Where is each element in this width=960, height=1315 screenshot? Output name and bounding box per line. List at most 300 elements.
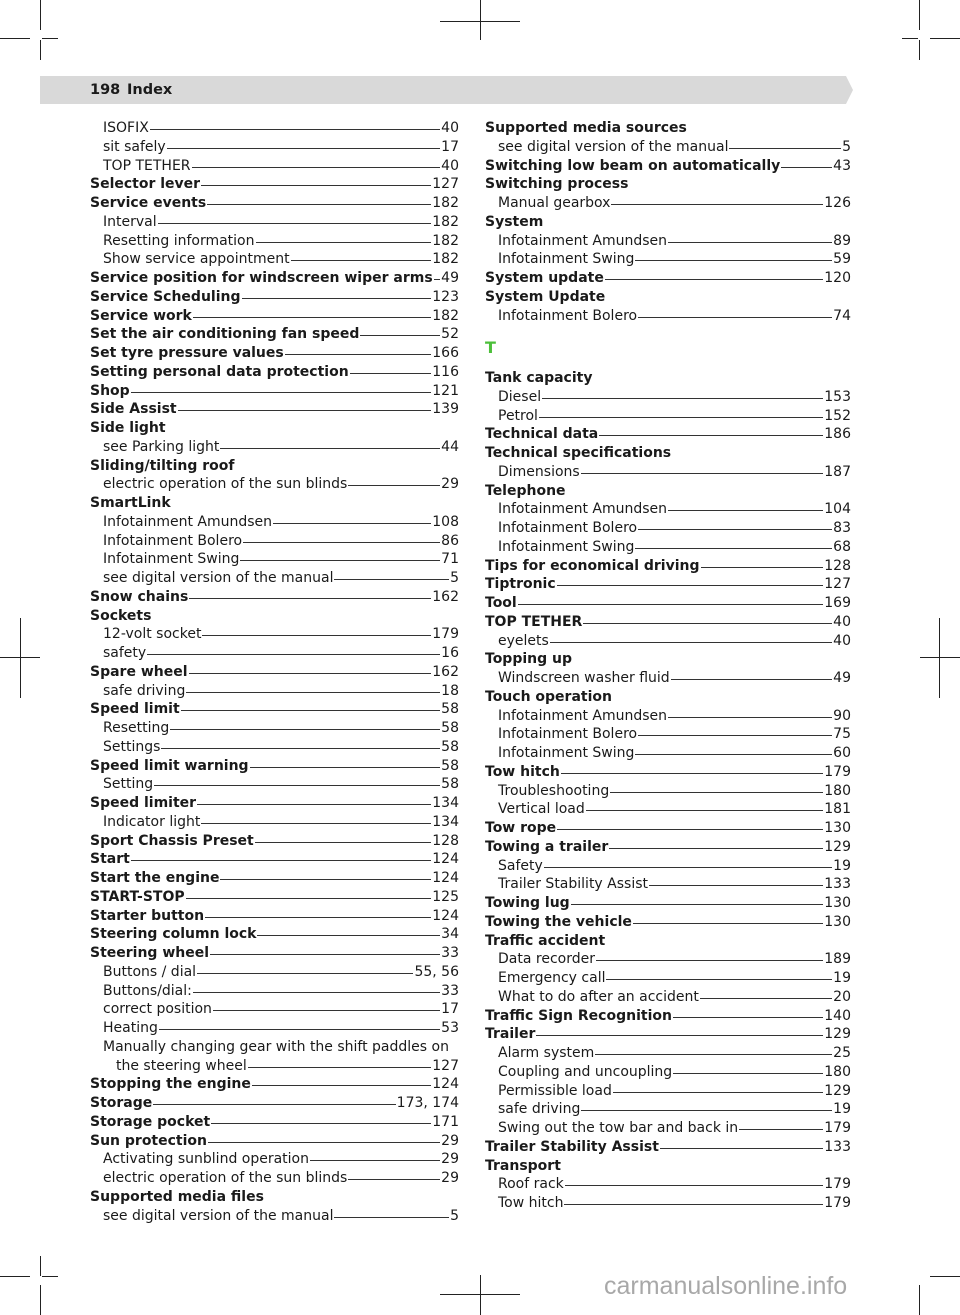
index-subentry[interactable] [90,475,459,494]
entry-page-ref[interactable]: 124 [432,851,459,868]
index-subentry[interactable] [485,388,851,407]
dot-leader [181,710,441,711]
entry-page-ref[interactable]: 134 [432,813,459,830]
entry-page-ref[interactable]: 75 [833,726,851,743]
entry-term: Petrol [498,407,538,424]
index-entry[interactable] [90,888,459,907]
entry-page-ref[interactable]: 152 [824,407,851,424]
entry-page-ref[interactable]: 71 [441,551,459,568]
entry-page-ref[interactable]: 29 [441,1132,459,1149]
dot-leader [201,185,431,186]
index-subentry[interactable] [90,682,459,701]
index-entry[interactable] [90,325,459,344]
index-subentry[interactable] [90,1207,459,1226]
entry-page-ref[interactable]: 139 [432,401,459,418]
index-entry[interactable] [90,1094,459,1113]
index-entry[interactable] [485,894,851,913]
index-subentry[interactable] [90,963,459,982]
index-subentry[interactable] [90,569,459,588]
entry-page-ref[interactable]: 182 [432,232,459,249]
entry-page-ref[interactable]: 125 [432,888,459,905]
entry-page-ref[interactable]: 120 [824,270,851,286]
entry-term: Spare wheel [90,663,188,680]
entry-page-ref[interactable]: 182 [432,195,459,211]
page-number: 198 [90,82,121,98]
index-subentry[interactable] [90,625,459,644]
index-entry[interactable] [90,757,459,776]
index-entry[interactable] [90,832,459,851]
dot-leader [673,1017,823,1018]
entry-page-ref[interactable]: 179 [824,1120,851,1136]
entry-page-ref[interactable]: 89 [833,232,851,249]
dot-leader [205,917,431,918]
index-entry[interactable] [90,344,459,363]
entry-term: Towing lug [485,895,570,911]
index-subentry[interactable] [90,550,459,569]
dot-leader [673,1073,823,1074]
dot-leader [220,448,440,449]
entry-page-ref[interactable]: 130 [824,913,851,930]
entry-term: Swing out the tow bar and back in [498,1120,739,1136]
index-entry[interactable] [485,1025,851,1044]
entry-page-ref[interactable]: 40 [441,157,459,174]
entry-term: What to do after an accident [498,988,699,1005]
entry-page-ref[interactable]: 169 [824,595,851,611]
dot-leader [581,1110,832,1111]
index-subentry[interactable] [485,307,851,326]
entry-page-ref[interactable]: 25 [833,1045,851,1061]
dot-leader [242,298,432,299]
entry-term: Service position for windscreen wiper arms [90,270,433,286]
index-entry[interactable] [90,869,459,888]
index-subentry[interactable] [90,250,459,269]
index-entry[interactable] [485,157,851,176]
dot-leader [660,1148,823,1149]
entry-term: Starter button [90,907,205,924]
entry-page-ref[interactable]: 126 [824,195,851,211]
entry-term: START-STOP [90,888,185,905]
entry-term: Selector lever [90,176,201,193]
index-subentry[interactable] [90,138,459,157]
dot-leader [596,960,823,961]
entry-page-ref[interactable]: 58 [441,738,459,755]
entry-term: System Update [485,288,606,305]
entry-term: Data recorder [498,951,595,968]
entry-term: Transport [485,1157,561,1174]
index-subentry[interactable] [485,875,851,894]
entry-page-ref[interactable]: 124 [432,907,459,924]
index-subentry[interactable] [485,1100,851,1119]
index-subentry[interactable] [485,800,851,819]
index-entry[interactable] [90,588,459,607]
index-entry[interactable] [90,944,459,963]
entry-term: Service Scheduling [90,288,241,305]
index-subentry[interactable] [485,538,851,557]
dot-leader [159,1029,440,1030]
index-entry[interactable] [90,907,459,926]
dot-leader [161,748,440,749]
dot-leader [649,885,823,886]
dot-leader [605,279,823,280]
entry-page-ref[interactable]: 58 [441,776,459,793]
entry-page-ref[interactable]: 186 [824,426,851,443]
index-entry[interactable] [90,1075,459,1094]
entry-term: Interval [103,213,157,230]
index-subentry[interactable] [485,138,851,157]
dot-leader [571,904,824,905]
dot-leader [211,1123,431,1124]
index-subentry[interactable] [90,119,459,138]
dot-leader [350,373,432,374]
entry-page-ref[interactable]: 43 [833,157,851,174]
entry-page-ref[interactable]: 180 [824,782,851,799]
index-entry[interactable] [485,1138,851,1157]
entry-page-ref[interactable]: 187 [824,463,851,480]
index-subentry[interactable] [485,1119,851,1138]
index-entry[interactable] [485,425,851,444]
dot-leader [257,935,440,936]
entry-term: Start the engine [90,870,220,886]
index-entry[interactable] [485,269,851,288]
entry-term: Sport Chassis Preset [90,832,254,849]
index-subentry[interactable] [485,519,851,538]
entry-term: Technical data [485,426,599,443]
dot-leader [213,1010,440,1011]
entry-page-ref[interactable]: 171 [432,1113,459,1130]
dot-leader [611,204,823,205]
index-subentry[interactable] [90,157,459,176]
entry-page-ref[interactable]: 129 [824,838,851,855]
entry-page-ref[interactable]: 162 [432,663,459,680]
entry-term: Vertical load [498,801,585,818]
index-entry [485,482,851,501]
index-subentry[interactable] [90,644,459,663]
index-subentry[interactable] [90,982,459,1001]
entry-page-ref[interactable]: 5 [842,138,851,155]
entry-term: TOP TETHER [485,613,583,630]
entry-page-ref[interactable]: 127 [432,176,459,193]
entry-term: Sliding/tilting roof [90,457,235,474]
index-entry[interactable] [485,575,851,594]
index-subentry[interactable] [485,194,851,213]
entry-page-ref[interactable]: 133 [824,1138,851,1155]
entry-term: Touch operation [485,688,612,705]
index-entry[interactable] [90,400,459,419]
dot-leader [334,579,449,580]
entry-page-ref[interactable]: 166 [432,345,459,361]
entry-page-ref[interactable]: 29 [441,1170,459,1186]
entry-page-ref[interactable]: 16 [441,645,459,661]
entry-page-ref[interactable]: 17 [441,138,459,155]
index-subentry[interactable] [485,1044,851,1063]
dot-leader [255,842,432,843]
dot-leader [633,923,823,924]
index-subentry[interactable] [90,738,459,757]
entry-page-ref[interactable]: 129 [824,1026,851,1043]
entry-term: correct position [103,1001,212,1018]
index-entry[interactable] [485,594,851,613]
index-subentry[interactable] [90,719,459,738]
entry-term: Switching low beam on automatically [485,157,781,174]
dot-leader [150,129,440,130]
index-entry[interactable] [485,557,851,576]
entry-page-ref[interactable]: 40 [833,613,851,630]
entry-page-ref[interactable]: 74 [833,307,851,324]
entry-page-ref[interactable]: 40 [441,120,459,136]
entry-page-ref[interactable]: 44 [441,438,459,455]
entry-page-ref[interactable]: 182 [432,213,459,230]
index-subentry[interactable] [90,1000,459,1019]
index-subentry[interactable] [485,950,851,969]
entry-page-ref[interactable]: 124 [432,1076,459,1093]
entry-page-ref[interactable]: 124 [432,870,459,886]
index-entry [485,119,851,138]
index-column-right [485,119,851,1213]
entry-page-ref[interactable]: 133 [824,876,851,893]
entry-term: see Parking light [103,438,220,455]
index-entry [90,419,459,438]
entry-term: Roof rack [498,1176,564,1193]
entry-page-ref[interactable]: 49 [833,670,851,686]
index-subentry[interactable] [485,463,851,482]
entry-page-ref[interactable]: 20 [833,988,851,1005]
index-subentry[interactable] [485,969,851,988]
index-subentry[interactable] [90,213,459,232]
entry-page-ref[interactable]: 34 [441,926,459,943]
entry-page-ref[interactable]: 52 [441,326,459,343]
index-entry[interactable] [90,363,459,382]
index-entry[interactable] [485,613,851,632]
index-subentry[interactable] [485,744,851,763]
index-entry-wrapped[interactable] [90,1038,459,1076]
entry-page-ref[interactable]: 153 [824,388,851,405]
entry-page-ref[interactable]: 128 [432,832,459,849]
entry-page-ref[interactable]: 40 [833,632,851,649]
entry-page-ref[interactable]: 182 [432,307,459,324]
entry-term: safety [103,645,147,661]
index-entry [485,175,851,194]
dot-leader [256,242,432,243]
entry-page-ref[interactable]: 104 [824,501,851,518]
dot-leader [252,1085,431,1086]
index-entry[interactable] [90,850,459,869]
entry-page-ref[interactable]: 5 [450,1207,459,1224]
entry-page-ref[interactable]: 129 [824,1082,851,1099]
entry-page-ref[interactable]: 55, 56 [414,963,459,980]
entry-page-ref[interactable]: 140 [824,1007,851,1024]
index-subentry[interactable] [485,250,851,269]
entry-page-ref[interactable]: 29 [441,476,459,493]
index-subentry[interactable] [90,1169,459,1188]
entry-term: Shop [90,382,130,399]
entry-page-ref[interactable]: 17 [441,1001,459,1018]
dot-leader [250,767,441,768]
entry-page-ref[interactable]: 5 [450,570,459,586]
entry-page-ref[interactable]: 127 [824,576,851,593]
entry-page-ref[interactable]: 128 [824,557,851,574]
index-subentry[interactable] [485,988,851,1007]
entry-term: Infotainment Amundsen [498,501,668,518]
entry-page-ref[interactable]: 116 [432,363,459,380]
index-entry[interactable] [90,1113,459,1132]
index-entry [485,688,851,707]
index-subentry[interactable] [90,438,459,457]
index-entry[interactable] [485,838,851,857]
index-subentry[interactable] [485,725,851,744]
index-entry[interactable] [90,700,459,719]
entry-page-ref[interactable]: 29 [441,1151,459,1168]
entry-term: Stopping the engine [90,1076,251,1093]
dot-leader [153,1104,395,1105]
entry-term: System update [485,270,604,286]
entry-term: Infotainment Bolero [103,532,243,549]
entry-term: Manual gearbox [498,195,611,211]
entry-page-ref[interactable]: 130 [824,895,851,911]
entry-page-ref[interactable]: 83 [833,520,851,536]
entry-page-ref[interactable]: 86 [441,532,459,549]
index-entry[interactable] [90,269,459,288]
entry-page-ref[interactable]: 58 [441,720,459,736]
entry-term: safe driving [103,682,186,699]
index-subentry[interactable] [485,632,851,651]
index-subentry[interactable] [485,1082,851,1101]
index-entry[interactable] [485,819,851,838]
index-subentry[interactable] [485,232,851,251]
dot-leader [739,1129,823,1130]
index-subentry[interactable] [90,1019,459,1038]
index-subentry[interactable] [485,407,851,426]
entry-page-ref[interactable]: 53 [441,1020,459,1036]
entry-page-ref[interactable]: 58 [441,757,459,774]
index-subentry[interactable] [485,669,851,688]
index-entry[interactable] [90,663,459,682]
index-subentry[interactable] [90,775,459,794]
dot-leader [193,317,431,318]
entry-page-ref[interactable]: 182 [432,251,459,268]
dot-leader [561,773,823,774]
index-entry[interactable] [485,913,851,932]
index-entry[interactable] [90,307,459,326]
entry-term: Speed limiter [90,795,197,811]
entry-page-ref[interactable]: 108 [432,513,459,530]
entry-page-ref[interactable]: 19 [833,970,851,986]
dot-leader [550,642,832,643]
index-entry[interactable] [90,925,459,944]
entry-page-ref[interactable]: 58 [441,701,459,718]
entry-page-ref[interactable]: 49 [441,270,459,286]
index-entry[interactable] [90,194,459,213]
dot-leader [613,1092,823,1093]
index-entry [90,1188,459,1207]
index-entry [90,607,459,626]
entry-page-ref[interactable]: 121 [432,382,459,399]
entry-page-ref[interactable]: 18 [441,682,459,699]
index-entry [485,444,851,463]
index-subentry[interactable] [485,1194,851,1213]
entry-term: safe driving [498,1101,581,1118]
index-subentry[interactable] [90,232,459,251]
entry-page-ref[interactable]: 179 [824,763,851,780]
index-entry[interactable] [485,763,851,782]
entry-page-ref[interactable]: 19 [833,857,851,874]
entry-page-ref[interactable]: 179 [824,1176,851,1193]
index-entry[interactable] [90,288,459,307]
entry-term: Permissible load [498,1082,612,1099]
index-entry[interactable] [485,1007,851,1026]
entry-page-ref[interactable]: 180 [824,1063,851,1080]
entry-term: Speed limit warning [90,757,249,774]
index-entry[interactable] [90,1132,459,1151]
entry-term-line: Manually changing gear with the shift paddles on [103,1038,449,1055]
index-entry[interactable] [90,794,459,813]
entry-term: Snow chains [90,588,189,605]
entry-term: Heating [103,1020,158,1036]
index-entry [90,457,459,476]
dot-leader [564,1204,823,1205]
entry-term: Storage [90,1095,153,1111]
index-entry[interactable] [90,382,459,401]
index-subentry[interactable] [485,1175,851,1194]
entry-page-ref[interactable]: 179 [824,1195,851,1211]
entry-page-ref[interactable]: 127 [432,1057,459,1074]
entry-page-ref[interactable]: 179 [432,626,459,643]
entry-page-ref[interactable]: 189 [824,951,851,968]
entry-page-ref[interactable]: 68 [833,538,851,555]
index-subentry[interactable] [485,1063,851,1082]
entry-page-ref[interactable]: 19 [833,1101,851,1118]
entry-page-ref[interactable]: 90 [833,707,851,724]
dot-leader [635,260,832,261]
index-subentry[interactable] [90,813,459,832]
entry-page-ref[interactable]: 59 [833,251,851,268]
index-subentry[interactable] [90,513,459,532]
entry-page-ref[interactable]: 130 [824,820,851,836]
entry-term: Tow hitch [485,763,560,780]
entry-page-ref[interactable]: 181 [824,801,851,818]
index-entry[interactable] [90,175,459,194]
dot-leader [610,792,823,793]
entry-term: Technical specifications [485,445,672,461]
entry-term: Infotainment Bolero [498,520,638,536]
entry-page-ref[interactable]: 60 [833,745,851,761]
entry-page-ref[interactable]: 33 [441,945,459,961]
dot-leader [202,635,431,636]
entry-term: Sun protection [90,1132,207,1149]
index-subentry[interactable] [90,532,459,551]
entry-page-ref[interactable]: 123 [432,288,459,305]
index-subentry[interactable] [485,782,851,801]
entry-term: Storage pocket [90,1113,211,1130]
index-subentry[interactable] [90,1150,459,1169]
entry-page-ref[interactable]: 33 [441,982,459,999]
index-subentry[interactable] [485,707,851,726]
index-subentry[interactable] [485,500,851,519]
entry-page-ref[interactable]: 134 [432,795,459,811]
dot-leader [131,860,431,861]
index-entry [485,1157,851,1176]
entry-page-ref[interactable]: 173, 174 [396,1095,459,1111]
entry-term: Topping up [485,651,573,668]
dot-leader [671,679,833,680]
page-title: Index [127,82,173,98]
dot-leader [668,242,832,243]
entry-page-ref[interactable]: 162 [432,588,459,605]
dot-leader [207,204,431,205]
dot-leader [240,560,440,561]
dot-leader [197,973,413,974]
index-subentry[interactable] [485,857,851,876]
entry-term: Setting personal data protection [90,363,349,380]
